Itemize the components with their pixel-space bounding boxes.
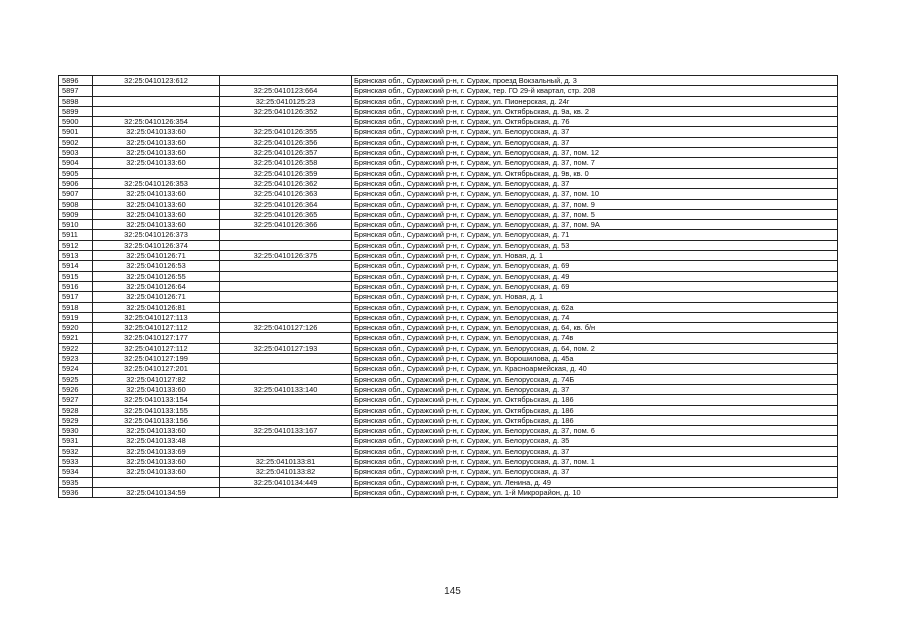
table-row [59,168,838,178]
row-number-cell: 5926 [59,384,93,394]
row-number-cell: 5912 [59,240,93,250]
object-number-cell: 32:25:0410133:82 [220,467,352,477]
table-row [59,333,838,343]
address-cell: Брянская обл., Суражский р-н, г. Сураж, проезд Вокзальный, д. 3 [352,76,838,86]
object-number-cell: 32:25:0410126:375 [220,251,352,261]
parcel-number-cell: 32:25:0410127:112 [93,343,220,353]
table-row [59,281,838,291]
table-row [59,405,838,415]
parcel-number-cell: 32:25:0410133:155 [93,405,220,415]
table-row [59,343,838,353]
row-number-cell: 5901 [59,127,93,137]
object-number-cell: 32:25:0410133:167 [220,426,352,436]
table-row [59,209,838,219]
row-number-cell: 5931 [59,436,93,446]
parcel-number-cell: 32:25:0410133:60 [93,467,220,477]
object-number-cell: 32:25:0410134:449 [220,477,352,487]
object-number-cell: 32:25:0410126:364 [220,199,352,209]
address-cell: Брянская обл., Суражский р-н, г. Сураж, ул. Новая, д. 1 [352,292,838,302]
row-number-cell: 5897 [59,86,93,96]
table-row [59,251,838,261]
parcel-number-cell: 32:25:0410133:48 [93,436,220,446]
row-number-cell: 5909 [59,209,93,219]
object-number-cell: 32:25:0410126:356 [220,137,352,147]
address-cell: Брянская обл., Суражский р-н, г. Сураж, ул. Белорусская, д. 37, пом. 5 [352,209,838,219]
row-number-cell: 5911 [59,230,93,240]
row-number-cell: 5898 [59,96,93,106]
parcel-number-cell: 32:25:0410126:374 [93,240,220,250]
row-number-cell: 5904 [59,158,93,168]
object-number-cell: 32:25:0410126:355 [220,127,352,137]
row-number-cell: 5896 [59,76,93,86]
parcel-number-cell: 32:25:0410126:64 [93,281,220,291]
address-cell: Брянская обл., Суражский р-н, г. Сураж, ул. Октябрьская, д. 76 [352,117,838,127]
registry-table-body [59,76,838,498]
row-number-cell: 5906 [59,178,93,188]
parcel-number-cell: 32:25:0410133:60 [93,456,220,466]
row-number-cell: 5921 [59,333,93,343]
table-row [59,354,838,364]
table-row [59,158,838,168]
table-row [59,178,838,188]
object-number-cell: 32:25:0410127:193 [220,343,352,353]
address-cell: Брянская обл., Суражский р-н, г. Сураж, ул. Новая, д. 1 [352,251,838,261]
address-cell: Брянская обл., Суражский р-н, г. Сураж, ул. Красноармейская, д. 40 [352,364,838,374]
object-number-cell: 32:25:0410126:362 [220,178,352,188]
table-row [59,189,838,199]
row-number-cell: 5930 [59,426,93,436]
table-row [59,199,838,209]
table-row [59,487,838,497]
row-number-cell: 5915 [59,271,93,281]
table-row [59,137,838,147]
object-number-cell: 32:25:0410126:352 [220,106,352,116]
row-number-cell: 5900 [59,117,93,127]
address-cell: Брянская обл., Суражский р-н, г. Сураж, ул. Октябрьская, д. 9в, кв. 0 [352,168,838,178]
address-cell: Брянская обл., Суражский р-н, г. Сураж, ул. Белорусская, д. 53 [352,240,838,250]
parcel-number-cell: 32:25:0410133:69 [93,446,220,456]
parcel-number-cell: 32:25:0410127:82 [93,374,220,384]
table-row [59,96,838,106]
object-number-cell: 32:25:0410123:664 [220,86,352,96]
address-cell: Брянская обл., Суражский р-н, г. Сураж, ул. Белорусская, д. 71 [352,230,838,240]
parcel-number-cell [93,168,220,178]
object-number-cell: 32:25:0410126:365 [220,209,352,219]
table-row [59,240,838,250]
table-row [59,127,838,137]
table-row [59,106,838,116]
table-row [59,446,838,456]
address-cell: Брянская обл., Суражский р-н, г. Сураж, ул. Белорусская, д. 37 [352,127,838,137]
object-number-cell [220,117,352,127]
address-cell: Брянская обл., Суражский р-н, г. Сураж, ул. Белорусская, д. 37, пом. 12 [352,148,838,158]
parcel-number-cell [93,106,220,116]
table-row [59,302,838,312]
parcel-number-cell: 32:25:0410127:112 [93,323,220,333]
address-cell: Брянская обл., Суражский р-н, г. Сураж, ул. Белорусская, д. 64, пом. 2 [352,343,838,353]
table-row [59,384,838,394]
parcel-number-cell: 32:25:0410126:71 [93,251,220,261]
row-number-cell: 5903 [59,148,93,158]
address-cell: Брянская обл., Суражский р-н, г. Сураж, ул. Белорусская, д. 37, пом. 9 [352,199,838,209]
table-row [59,230,838,240]
address-cell: Брянская обл., Суражский р-н, г. Сураж, ул. Белорусская, д. 64, кв. б/н [352,323,838,333]
address-cell: Брянская обл., Суражский р-н, г. Сураж, ул. Белорусская, д. 37 [352,446,838,456]
parcel-number-cell: 32:25:0410126:55 [93,271,220,281]
object-number-cell: 32:25:0410133:140 [220,384,352,394]
object-number-cell: 32:25:0410126:359 [220,168,352,178]
object-number-cell [220,354,352,364]
parcel-number-cell: 32:25:0410133:60 [93,189,220,199]
address-cell: Брянская обл., Суражский р-н, г. Сураж, ул. Белорусская, д. 37, пом. 1 [352,456,838,466]
row-number-cell: 5924 [59,364,93,374]
address-cell: Брянская обл., Суражский р-н, г. Сураж, ул. Белорусская, д. 69 [352,281,838,291]
row-number-cell: 5899 [59,106,93,116]
object-number-cell [220,364,352,374]
parcel-number-cell: 32:25:0410126:81 [93,302,220,312]
address-cell: Брянская обл., Суражский р-н, г. Сураж, ул. Белорусская, д. 37 [352,178,838,188]
parcel-number-cell: 32:25:0410133:60 [93,148,220,158]
parcel-number-cell: 32:25:0410133:60 [93,137,220,147]
row-number-cell: 5920 [59,323,93,333]
table-row [59,323,838,333]
row-number-cell: 5922 [59,343,93,353]
row-number-cell: 5917 [59,292,93,302]
object-number-cell [220,436,352,446]
table-row [59,312,838,322]
row-number-cell: 5905 [59,168,93,178]
object-number-cell: 32:25:0410127:126 [220,323,352,333]
row-number-cell: 5918 [59,302,93,312]
parcel-number-cell: 32:25:0410133:60 [93,384,220,394]
object-number-cell: 32:25:0410125:23 [220,96,352,106]
row-number-cell: 5908 [59,199,93,209]
parcel-number-cell: 32:25:0410126:53 [93,261,220,271]
table-row [59,415,838,425]
address-cell: Брянская обл., Суражский р-н, г. Сураж, ул. Белорусская, д. 37 [352,137,838,147]
parcel-number-cell: 32:25:0410133:60 [93,158,220,168]
table-row [59,395,838,405]
address-cell: Брянская обл., Суражский р-н, г. Сураж, ул. Ворошилова, д. 45а [352,354,838,364]
address-cell: Брянская обл., Суражский р-н, г. Сураж, ул. Белорусская, д. 49 [352,271,838,281]
object-number-cell [220,405,352,415]
parcel-number-cell: 32:25:0410133:60 [93,199,220,209]
parcel-number-cell: 32:25:0410134:59 [93,487,220,497]
object-number-cell [220,333,352,343]
parcel-number-cell [93,86,220,96]
row-number-cell: 5919 [59,312,93,322]
address-cell: Брянская обл., Суражский р-н, г. Сураж, ул. Белорусская, д. 74 [352,312,838,322]
object-number-cell [220,415,352,425]
row-number-cell: 5935 [59,477,93,487]
object-number-cell [220,281,352,291]
address-cell: Брянская обл., Суражский р-н, г. Сураж, ул. Белорусская, д. 62а [352,302,838,312]
object-number-cell [220,374,352,384]
object-number-cell [220,271,352,281]
object-number-cell [220,292,352,302]
object-number-cell: 32:25:0410133:81 [220,456,352,466]
object-number-cell: 32:25:0410126:358 [220,158,352,168]
table-row [59,292,838,302]
parcel-number-cell: 32:25:0410123:612 [93,76,220,86]
parcel-number-cell: 32:25:0410133:154 [93,395,220,405]
object-number-cell [220,240,352,250]
row-number-cell: 5936 [59,487,93,497]
row-number-cell: 5907 [59,189,93,199]
table-row [59,436,838,446]
parcel-number-cell: 32:25:0410133:60 [93,426,220,436]
row-number-cell: 5929 [59,415,93,425]
object-number-cell [220,302,352,312]
address-cell: Брянская обл., Суражский р-н, г. Сураж, тер. ГО 29-й квартал, стр. 208 [352,86,838,96]
address-cell: Брянская обл., Суражский р-н, г. Сураж, ул. Белорусская, д. 37, пом. 6 [352,426,838,436]
row-number-cell: 5913 [59,251,93,261]
parcel-number-cell: 32:25:0410133:60 [93,127,220,137]
table-row [59,374,838,384]
row-number-cell: 5910 [59,220,93,230]
object-number-cell [220,261,352,271]
address-cell: Брянская обл., Суражский р-н, г. Сураж, ул. Пионерская, д. 24г [352,96,838,106]
address-cell: Брянская обл., Суражский р-н, г. Сураж, ул. Белорусская, д. 69 [352,261,838,271]
parcel-number-cell: 32:25:0410133:60 [93,209,220,219]
address-cell: Брянская обл., Суражский р-н, г. Сураж, ул. Белорусская, д. 37 [352,384,838,394]
row-number-cell: 5928 [59,405,93,415]
table-row [59,148,838,158]
row-number-cell: 5925 [59,374,93,384]
address-cell: Брянская обл., Суражский р-н, г. Сураж, ул. Белорусская, д. 37, пом. 10 [352,189,838,199]
table-row [59,117,838,127]
address-cell: Брянская обл., Суражский р-н, г. Сураж, ул. Ленина, д. 49 [352,477,838,487]
address-cell: Брянская обл., Суражский р-н, г. Сураж, ул. Октябрьская, д. 186 [352,415,838,425]
object-number-cell [220,395,352,405]
object-number-cell [220,312,352,322]
parcel-number-cell: 32:25:0410127:177 [93,333,220,343]
address-cell: Брянская обл., Суражский р-н, г. Сураж, ул. Октябрьская, д. 186 [352,405,838,415]
table-row [59,86,838,96]
address-cell: Брянская обл., Суражский р-н, г. Сураж, ул. Октябрьская, д. 186 [352,395,838,405]
object-number-cell [220,446,352,456]
table-row [59,426,838,436]
address-cell: Брянская обл., Суражский р-н, г. Сураж, ул. Белорусская, д. 37 [352,467,838,477]
parcel-number-cell [93,96,220,106]
table-row [59,261,838,271]
address-cell: Брянская обл., Суражский р-н, г. Сураж, ул. Белорусская, д. 37, пом. 9А [352,220,838,230]
row-number-cell: 5914 [59,261,93,271]
table-row [59,220,838,230]
parcel-number-cell: 32:25:0410133:60 [93,220,220,230]
row-number-cell: 5923 [59,354,93,364]
table-row [59,76,838,86]
parcel-number-cell: 32:25:0410133:156 [93,415,220,425]
object-number-cell [220,230,352,240]
object-number-cell: 32:25:0410126:357 [220,148,352,158]
parcel-number-cell: 32:25:0410127:113 [93,312,220,322]
row-number-cell: 5934 [59,467,93,477]
page-number: 145 [444,586,461,597]
table-row [59,364,838,374]
table-row [59,477,838,487]
address-cell: Брянская обл., Суражский р-н, г. Сураж, ул. Белорусская, д. 35 [352,436,838,446]
address-cell: Брянская обл., Суражский р-н, г. Сураж, ул. Белорусская, д. 37, пом. 7 [352,158,838,168]
row-number-cell: 5916 [59,281,93,291]
parcel-number-cell: 32:25:0410127:199 [93,354,220,364]
address-cell: Брянская обл., Суражский р-н, г. Сураж, ул. Белорусская, д. 74в [352,333,838,343]
row-number-cell: 5927 [59,395,93,405]
row-number-cell: 5902 [59,137,93,147]
parcel-number-cell: 32:25:0410126:373 [93,230,220,240]
object-number-cell: 32:25:0410126:366 [220,220,352,230]
parcel-number-cell: 32:25:0410126:71 [93,292,220,302]
parcel-number-cell: 32:25:0410127:201 [93,364,220,374]
object-number-cell [220,487,352,497]
parcel-number-cell [93,477,220,487]
address-cell: Брянская обл., Суражский р-н, г. Сураж, ул. 1-й Микрорайон, д. 10 [352,487,838,497]
table-row [59,467,838,477]
object-number-cell [220,76,352,86]
row-number-cell: 5933 [59,456,93,466]
parcel-number-cell: 32:25:0410126:354 [93,117,220,127]
table-row [59,271,838,281]
row-number-cell: 5932 [59,446,93,456]
object-number-cell: 32:25:0410126:363 [220,189,352,199]
address-cell: Брянская обл., Суражский р-н, г. Сураж, ул. Октябрьская, д. 9а, кв. 2 [352,106,838,116]
registry-table [58,75,838,498]
parcel-number-cell: 32:25:0410126:353 [93,178,220,188]
table-row [59,456,838,466]
address-cell: Брянская обл., Суражский р-н, г. Сураж, ул. Белорусская, д. 74Б [352,374,838,384]
